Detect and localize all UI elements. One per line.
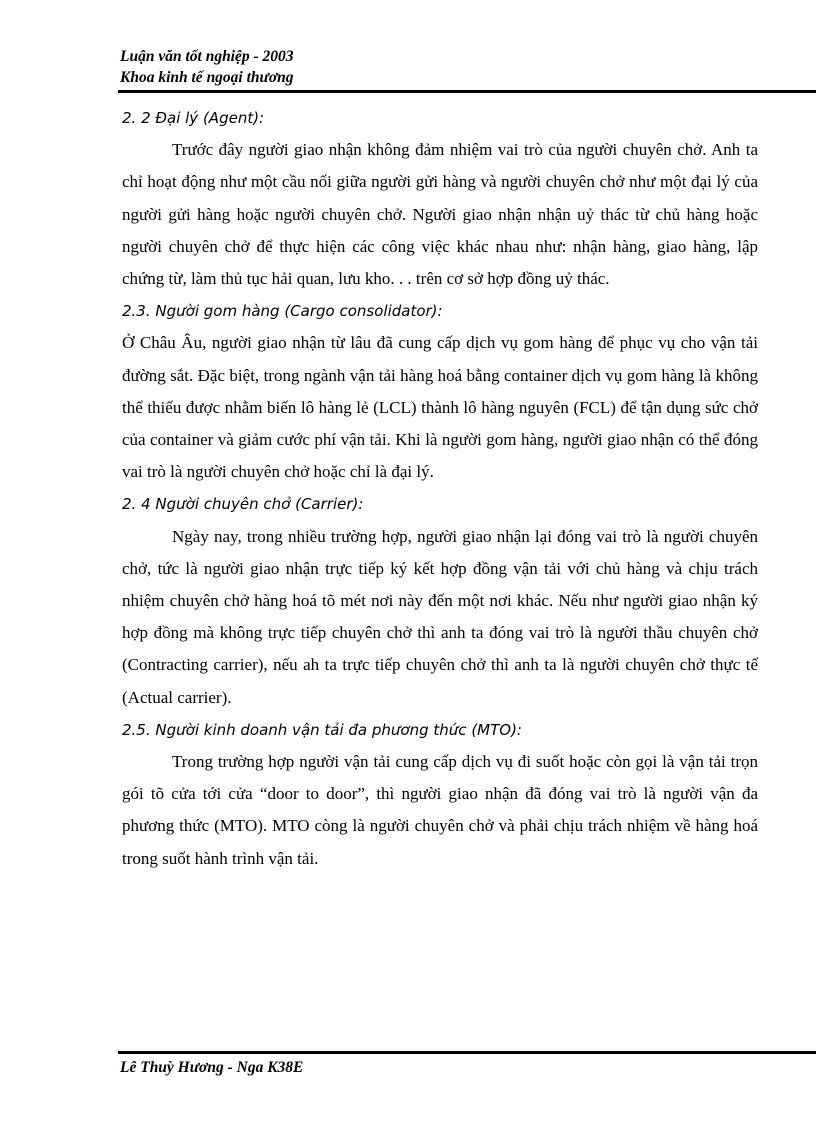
document-body bbox=[122, 102, 758, 875]
section-heading-agent: 2. 2 Đại lý (Agent): bbox=[122, 109, 265, 127]
footer-author: Lê Thuỳ Hương - Nga K38E bbox=[120, 1059, 304, 1076]
header-faculty: Khoa kinh tế ngoại thương bbox=[120, 69, 294, 86]
section-heading-carrier: 2. 4 Người chuyên chở (Carrier): bbox=[122, 495, 364, 514]
section-heading-mto: 2.5. Người kinh doanh vận tải đa phương thức (MTO): bbox=[122, 720, 522, 739]
section-paragraph-carrier: Ngày nay, trong nhiều trường hợp, người giao nhận lại đóng vai trò là người chuyên chở, tức là người giao nhận trực tiếp ký kết hợp đồng vận tải với chủ hàng và chịu trách nhiệm chuyên chở hàng hoá tõ mét nơi này đến một nơi khác. Nếu như người giao nhận ký hợp đồng mà không trực tiếp chuyên chở thì anh ta đóng vai trò là người thầu chuyên chở (Contracting carrier), nếu ah ta trực tiếp chuyên chở thì anh ta là người chuyên chở thực tế (Actual carrier). bbox=[122, 526, 758, 707]
footer-rule bbox=[118, 1051, 816, 1054]
page-header bbox=[120, 46, 816, 88]
header-thesis-title: Luận văn tốt nghiệp - 2003 bbox=[120, 48, 294, 65]
section-paragraph-cargo-consolidator: Ở Châu Âu, người giao nhận từ lâu đã cung cấp dịch vụ gom hàng để phục vụ cho vận tải đường sắt. Đặc biệt, trong ngành vận tải hàng hoá bằng container dịch vụ gom hàng là không thể thiếu được nhằm biến lô hàng lẻ (LCL) thành lô hàng nguyên (FCL) để tận dụng sức chở của container và giảm cước phí vận tải. Khi là người gom hàng, người giao nhận có thể đóng vai trò là người chuyên chở hoặc chỉ là đại lý. bbox=[122, 333, 758, 482]
section-paragraph-agent: Trước đây người giao nhận không đảm nhiệm vai trò của người chuyên chở. Anh ta chỉ hoạt động như một cầu nối giữa người gửi hàng và người chuyên chở như một đại lý của người gửi hàng hoặc người chuyên chở. Người giao nhận nhận uỷ thác từ chủ hàng hoặc người chuyên chở để thực hiện các công việc khác nhau như: nhận hàng, giao hàng, lập chứng từ, làm thủ tục hải quan, lưu kho. . . trên cơ sở hợp đồng uỷ thác. bbox=[122, 140, 758, 288]
section-heading-cargo-consolidator: 2.3. Người gom hàng (Cargo consolidator): bbox=[122, 302, 443, 321]
section-paragraph-mto: Trong trường hợp người vận tải cung cấp dịch vụ đi suốt hoặc còn gọi là vận tải trọn gói tõ cửa tới cửa “door to door”, thì người giao nhận đã đóng vai trò là người vận đa phương thức (MTO). MTO còng là người chuyên chở và phải chịu trách nhiệm về hàng hoá trong suốt hành trình vận tải. bbox=[122, 752, 758, 868]
header-rule bbox=[118, 90, 816, 93]
